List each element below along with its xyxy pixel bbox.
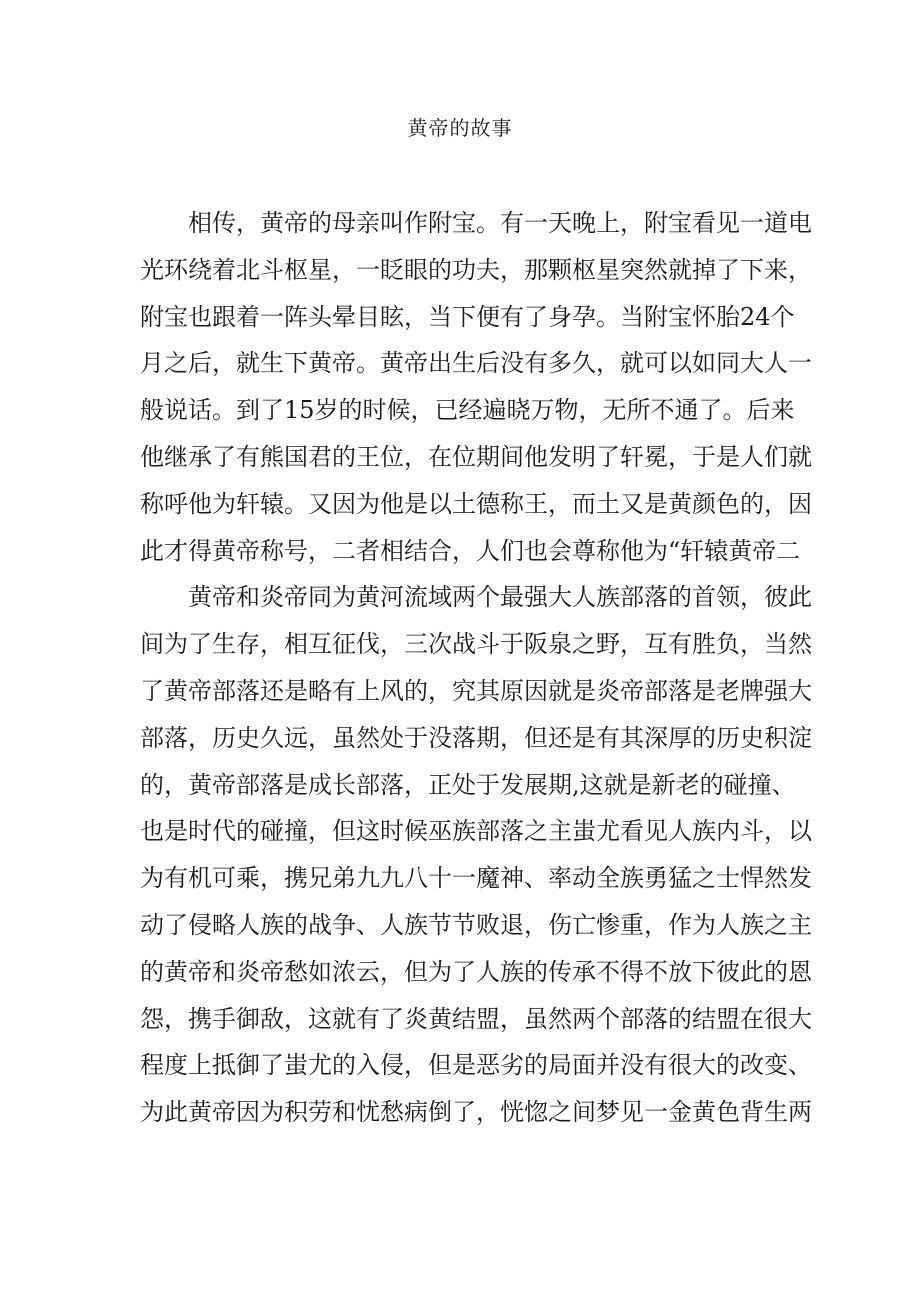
paragraph-1-line-1: 相传，黄帝的母亲叫作附宝。有一天晚上，附宝看见一道电: [188, 209, 812, 237]
paragraph-1-line-3: 附宝也跟着一阵头晕目眩，当下便有了身孕。当附宝怀胎24个: [140, 302, 795, 331]
paragraph-1-line-5: 般说话。到了15岁的时候，已经遍晓万物，无所不通了。后来: [140, 396, 795, 425]
paragraph-2-line-7: 为有机可乘，携兄弟九九八十一魔神、率动全族勇猛之士悍然发: [140, 864, 812, 893]
paragraph-2-line-6: 也是时代的碰撞，但这时候巫族部落之主蚩尤看见人族内斗，以: [140, 817, 812, 846]
document-body: [140, 200, 812, 1136]
paragraph-1-line-6: 他继承了有熊国君的王位，在位期间他发明了轩冕，于是人们就: [140, 442, 812, 471]
paragraph-2-line-3: 了黄帝部落还是略有上风的，究其原因就是炎帝部落是老牌强大: [140, 676, 812, 705]
paragraph-1-line-2: 光环绕着北斗枢星，一眨眼的功夫，那颗枢星突然就掉了下来，: [140, 255, 812, 284]
paragraph-2-line-11: 程度上抵御了蚩尤的入侵，但是恶劣的局面并没有很大的改变、: [140, 1051, 812, 1080]
paragraph-2-line-12: 为此黄帝因为积劳和忧愁病倒了，恍惚之间梦见一金黄色背生两: [140, 1098, 812, 1127]
paragraph-2-line-1: 黄帝和炎帝同为黄河流域两个最强大人族部落的首领，彼此: [188, 583, 812, 612]
paragraph-1-line-8: 此才得黄帝称号，二者相结合，人们也会尊称他为“轩辕黄帝二: [140, 536, 801, 565]
paragraph-1-line-7: 称呼他为轩辕。又因为他是以土德称王，而土又是黄颜色的，因: [140, 489, 812, 518]
paragraph-2-line-5: 的，黄帝部落是成长部落，正处于发展期,这就是新老的碰撞、: [140, 770, 796, 799]
paragraph-2-line-2: 间为了生存，相互征伐，三次战斗于阪泉之野，互有胜负，当然: [140, 630, 812, 659]
document-title: 黄帝的故事: [407, 116, 513, 140]
paragraph-2-line-8: 动了侵略人族的战争、人族节节败退，伤亡惨重，作为人族之主: [140, 910, 812, 939]
paragraph-2-line-9: 的黄帝和炎帝愁如浓云，但为了人族的传承不得不放下彼此的恩: [140, 957, 812, 986]
paragraph-2-line-10: 怨，携手御敌，这就有了炎黄结盟，虽然两个部落的结盟在很大: [140, 1004, 812, 1033]
paragraph-1-line-4: 月之后，就生下黄帝。黄帝出生后没有多久，就可以如同大人一: [140, 349, 812, 378]
paragraph-2-line-4: 部落，历史久远，虽然处于没落期，但还是有其深厚的历史积淀: [140, 723, 812, 752]
